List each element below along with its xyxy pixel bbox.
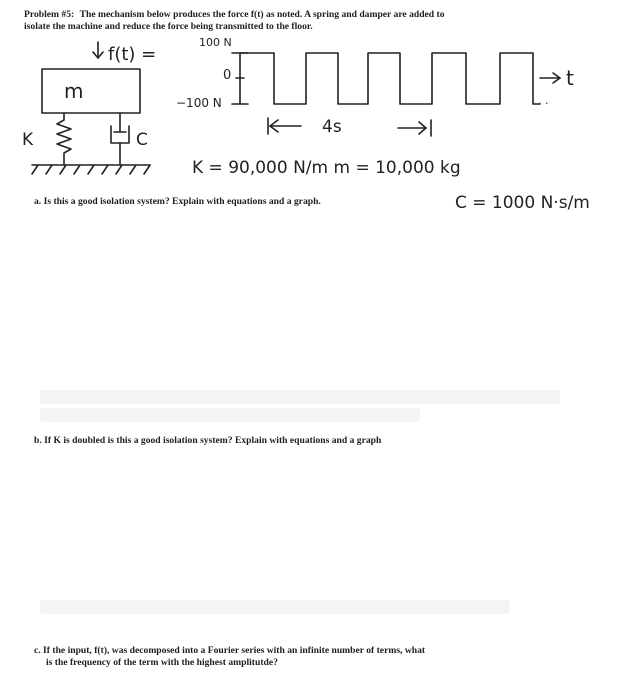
question-b: b. If K is doubled is this a good isolation system? Explain with equations and a graph [34,435,382,446]
show-through-mark [40,408,420,422]
damper-label: C [136,130,148,150]
show-through-mark [40,390,560,404]
period-right-arrow-icon [398,120,431,136]
problem-statement-line-2: isolate the machine and reduce the force being transmitted to the floor. [24,21,313,32]
question-c-line-2: is the frequency of the term with the highest amplitutde? [46,657,278,668]
zero-level-label: 0 [223,68,232,83]
mechanism-figure [0,0,633,215]
square-wave-signal [240,53,540,104]
show-through-mark [40,600,510,614]
force-arrow-icon [93,42,103,58]
period-label: 4s [322,117,342,137]
problem-number: Problem #5: [24,9,75,20]
upper-level-label: 100 N [199,36,232,49]
question-c-line-1: c. If the input, f(t), was decomposed into a Fourier series with an infinite number of terms, what [34,645,426,656]
time-axis-arrow-icon [540,73,560,83]
damper-icon [111,113,129,164]
spring-label: K [22,130,34,150]
continuation-ellipsis: . . [538,94,549,107]
question-a: a. Is this a good isolation system? Explain with equations and a graph. [34,196,321,207]
problem-statement-line-1: The mechanism below produces the force f(t) as noted. A spring and damper are added to [79,9,445,20]
lower-level-label: −100 N [176,96,222,110]
given-damping: C = 1000 N·s/m [455,193,590,213]
ground-icon [32,165,150,174]
time-axis-label: t [566,66,574,90]
spring-icon [57,113,71,164]
period-left-arrow-icon [268,118,301,134]
given-parameters: K = 90,000 N/m m = 10,000 kg [192,158,461,178]
mass-label: m [64,79,84,103]
mass-block [42,69,140,113]
force-label: f(t) = [108,44,157,65]
